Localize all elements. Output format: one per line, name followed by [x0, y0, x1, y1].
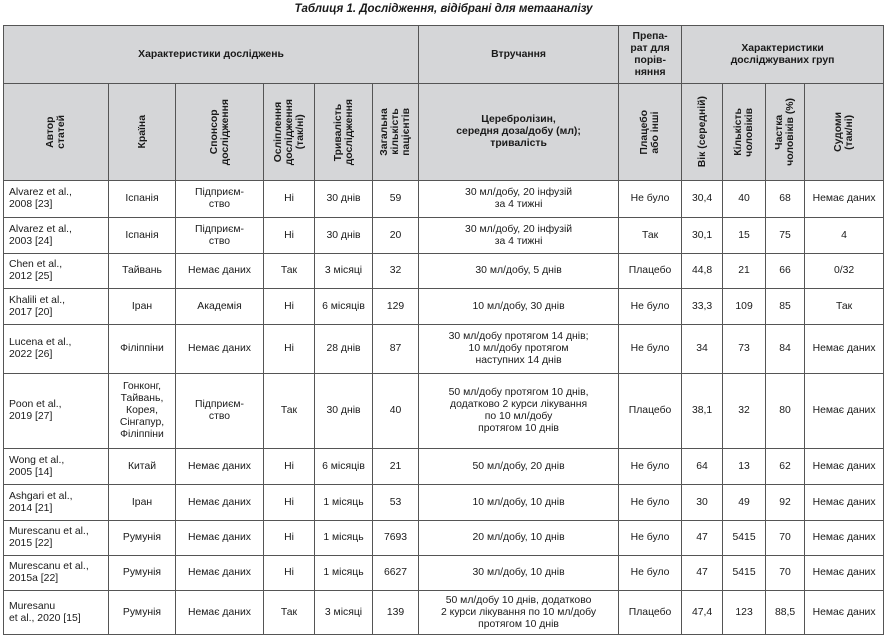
- cell-author: Chen et al., 2012 [25]: [4, 254, 109, 289]
- cell-duration: 1 місяць: [315, 521, 373, 556]
- cell-sponsor: Підприєм- ство: [176, 374, 264, 449]
- cell-seizures: Немає даних: [805, 181, 884, 218]
- cell-patients: 6627: [373, 556, 419, 591]
- cell-dose: 50 мл/добу, 20 днів: [419, 449, 619, 485]
- cell-author: Wong et al., 2005 [14]: [4, 449, 109, 485]
- cell-age: 47: [682, 556, 723, 591]
- cell-blinding: Так: [264, 254, 315, 289]
- col-patients: Загальна кількість пацієнтів: [373, 84, 419, 181]
- cell-patients: 139: [373, 591, 419, 635]
- col-age: Вік (середній): [682, 84, 723, 181]
- cell-men-count: 73: [723, 325, 766, 374]
- cell-men-count: 40: [723, 181, 766, 218]
- cell-country: Гонконг, Тайвань, Корея, Сінгапур, Філіппіни: [109, 374, 176, 449]
- cell-age: 34: [682, 325, 723, 374]
- cell-seizures: 4: [805, 218, 884, 254]
- cell-country: Філіппіни: [109, 325, 176, 374]
- table-row: [4, 374, 884, 449]
- cell-country: Іспанія: [109, 218, 176, 254]
- cell-country: Іран: [109, 289, 176, 325]
- cell-author: Lucena et al., 2022 [26]: [4, 325, 109, 374]
- cell-duration: 30 днів: [315, 181, 373, 218]
- group-group-characteristics: Характеристики досліджуваних груп: [682, 26, 884, 84]
- cell-men-count: 5415: [723, 521, 766, 556]
- cell-men-share: 62: [766, 449, 805, 485]
- cell-seizures: Немає даних: [805, 521, 884, 556]
- cell-seizures: Немає даних: [805, 325, 884, 374]
- cell-age: 47,4: [682, 591, 723, 635]
- cell-author: Alvarez et al., 2003 [24]: [4, 218, 109, 254]
- cell-duration: 1 місяць: [315, 556, 373, 591]
- cell-blinding: Ні: [264, 289, 315, 325]
- cell-blinding: Ні: [264, 485, 315, 521]
- col-blinding: Осліплення дослідження (так/ні): [264, 84, 315, 181]
- group-study-characteristics: Характеристики досліджень: [4, 26, 419, 84]
- cell-men-share: 85: [766, 289, 805, 325]
- cell-sponsor: Немає даних: [176, 485, 264, 521]
- cell-placebo: Так: [619, 218, 682, 254]
- table-row: [4, 485, 884, 521]
- cell-blinding: Так: [264, 374, 315, 449]
- cell-dose: 10 мл/добу, 10 днів: [419, 485, 619, 521]
- cell-patients: 129: [373, 289, 419, 325]
- cell-age: 44,8: [682, 254, 723, 289]
- cell-country: Іспанія: [109, 181, 176, 218]
- cell-placebo: Плацебо: [619, 374, 682, 449]
- group-intervention: Втручання: [419, 26, 619, 84]
- cell-sponsor: Підприєм- ство: [176, 181, 264, 218]
- table-row: [4, 556, 884, 591]
- cell-men-count: 123: [723, 591, 766, 635]
- cell-sponsor: Немає даних: [176, 325, 264, 374]
- cell-sponsor: Немає даних: [176, 521, 264, 556]
- cell-dose: 30 мл/добу, 5 днів: [419, 254, 619, 289]
- cell-patients: 21: [373, 449, 419, 485]
- cell-duration: 28 днів: [315, 325, 373, 374]
- cell-seizures: Немає даних: [805, 591, 884, 635]
- cell-country: Румунія: [109, 521, 176, 556]
- col-dose: Церебролізин, середня доза/добу (мл); тривалість: [419, 84, 619, 181]
- cell-dose: 30 мл/добу протягом 14 днів; 10 мл/добу протягом наступних 14 днів: [419, 325, 619, 374]
- cell-patients: 53: [373, 485, 419, 521]
- cell-author: Alvarez et al., 2008 [23]: [4, 181, 109, 218]
- cell-dose: 10 мл/добу, 30 днів: [419, 289, 619, 325]
- cell-author: Khalili et al., 2017 [20]: [4, 289, 109, 325]
- cell-men-share: 80: [766, 374, 805, 449]
- cell-author: Murescanu et al., 2015a [22]: [4, 556, 109, 591]
- cell-placebo: Не було: [619, 181, 682, 218]
- cell-country: Румунія: [109, 591, 176, 635]
- table-row: [4, 218, 884, 254]
- cell-age: 30,4: [682, 181, 723, 218]
- cell-men-share: 92: [766, 485, 805, 521]
- cell-sponsor: Немає даних: [176, 591, 264, 635]
- cell-men-count: 13: [723, 449, 766, 485]
- cell-placebo: Плацебо: [619, 591, 682, 635]
- cell-patients: 32: [373, 254, 419, 289]
- cell-dose: 50 мл/добу 10 днів, додатково 2 курси лікування по 10 мл/добу протягом 10 днів: [419, 591, 619, 635]
- meta-analysis-table: [3, 25, 884, 635]
- cell-age: 47: [682, 521, 723, 556]
- cell-placebo: Не було: [619, 485, 682, 521]
- cell-dose: 30 мл/добу, 20 інфузій за 4 тижні: [419, 218, 619, 254]
- cell-age: 38,1: [682, 374, 723, 449]
- cell-men-share: 70: [766, 521, 805, 556]
- cell-age: 30,1: [682, 218, 723, 254]
- cell-age: 64: [682, 449, 723, 485]
- table-row: [4, 254, 884, 289]
- cell-patients: 20: [373, 218, 419, 254]
- cell-placebo: Не було: [619, 325, 682, 374]
- cell-patients: 59: [373, 181, 419, 218]
- cell-seizures: 0/32: [805, 254, 884, 289]
- cell-men-count: 15: [723, 218, 766, 254]
- cell-country: Румунія: [109, 556, 176, 591]
- cell-patients: 7693: [373, 521, 419, 556]
- cell-seizures: Немає даних: [805, 485, 884, 521]
- cell-men-share: 70: [766, 556, 805, 591]
- table-row: [4, 449, 884, 485]
- cell-seizures: Немає даних: [805, 556, 884, 591]
- cell-men-count: 32: [723, 374, 766, 449]
- col-country: Країна: [109, 84, 176, 181]
- cell-men-count: 21: [723, 254, 766, 289]
- table-row: [4, 289, 884, 325]
- cell-sponsor: Підприєм- ство: [176, 218, 264, 254]
- cell-blinding: Ні: [264, 449, 315, 485]
- cell-duration: 6 місяців: [315, 289, 373, 325]
- cell-blinding: Ні: [264, 521, 315, 556]
- cell-sponsor: Немає даних: [176, 254, 264, 289]
- cell-men-count: 49: [723, 485, 766, 521]
- cell-duration: 30 днів: [315, 374, 373, 449]
- cell-men-share: 68: [766, 181, 805, 218]
- cell-country: Тайвань: [109, 254, 176, 289]
- cell-placebo: Не було: [619, 289, 682, 325]
- cell-author: Muresanu et al., 2020 [15]: [4, 591, 109, 635]
- cell-men-count: 5415: [723, 556, 766, 591]
- table-row: [4, 591, 884, 635]
- cell-blinding: Ні: [264, 556, 315, 591]
- cell-blinding: Ні: [264, 325, 315, 374]
- col-placebo: Плацебо або інші: [619, 84, 682, 181]
- cell-seizures: Немає даних: [805, 449, 884, 485]
- table-row: [4, 521, 884, 556]
- cell-placebo: Плацебо: [619, 254, 682, 289]
- cell-dose: 20 мл/добу, 10 днів: [419, 521, 619, 556]
- cell-duration: 6 місяців: [315, 449, 373, 485]
- cell-country: Іран: [109, 485, 176, 521]
- cell-seizures: Так: [805, 289, 884, 325]
- cell-dose: 50 мл/добу протягом 10 днів, додатково 2 курси лікування по 10 мл/добу протягом 10 днів: [419, 374, 619, 449]
- cell-sponsor: Академія: [176, 289, 264, 325]
- col-duration: Тривалість дослідження: [315, 84, 373, 181]
- cell-duration: 3 місяці: [315, 591, 373, 635]
- col-men-count: Кількість чоловіків: [723, 84, 766, 181]
- cell-sponsor: Немає даних: [176, 556, 264, 591]
- cell-sponsor: Немає даних: [176, 449, 264, 485]
- cell-patients: 40: [373, 374, 419, 449]
- col-men-share: Частка чоловіків (%): [766, 84, 805, 181]
- cell-age: 33,3: [682, 289, 723, 325]
- group-comparator: Препа- рат для порів- няння: [619, 26, 682, 84]
- cell-men-share: 66: [766, 254, 805, 289]
- cell-dose: 30 мл/добу, 10 днів: [419, 556, 619, 591]
- cell-patients: 87: [373, 325, 419, 374]
- cell-placebo: Не було: [619, 521, 682, 556]
- cell-author: Murescanu et al., 2015 [22]: [4, 521, 109, 556]
- cell-duration: 3 місяці: [315, 254, 373, 289]
- cell-blinding: Так: [264, 591, 315, 635]
- col-sponsor: Спонсор дослідження: [176, 84, 264, 181]
- table-row: [4, 181, 884, 218]
- cell-seizures: Немає даних: [805, 374, 884, 449]
- cell-duration: 1 місяць: [315, 485, 373, 521]
- cell-men-share: 84: [766, 325, 805, 374]
- cell-duration: 30 днів: [315, 218, 373, 254]
- cell-blinding: Ні: [264, 218, 315, 254]
- cell-author: Poon et al., 2019 [27]: [4, 374, 109, 449]
- cell-placebo: Не було: [619, 449, 682, 485]
- cell-men-count: 109: [723, 289, 766, 325]
- cell-author: Ashgari et al., 2014 [21]: [4, 485, 109, 521]
- cell-blinding: Ні: [264, 181, 315, 218]
- cell-men-share: 75: [766, 218, 805, 254]
- cell-country: Китай: [109, 449, 176, 485]
- cell-age: 30: [682, 485, 723, 521]
- cell-placebo: Не було: [619, 556, 682, 591]
- col-author: Автор статей: [4, 84, 109, 181]
- table-row: [4, 325, 884, 374]
- col-seizures: Судоми (так/ні): [805, 84, 884, 181]
- table-caption: Таблиця 1. Дослідження, відібрані для метааналізу: [294, 3, 593, 15]
- cell-dose: 30 мл/добу, 20 інфузій за 4 тижні: [419, 181, 619, 218]
- cell-men-share: 88,5: [766, 591, 805, 635]
